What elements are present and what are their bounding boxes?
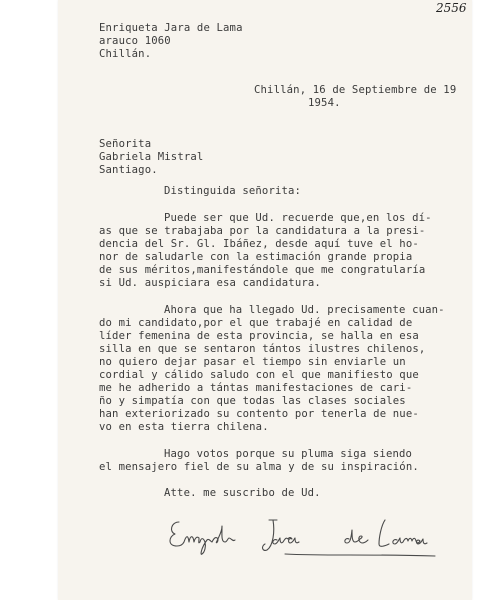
- body-line: me he adherido a tántas manifestaciones de cari-: [99, 382, 413, 394]
- body-line: ño y simpatía con que todas las clases sociales: [99, 395, 406, 407]
- closing: Atte. me suscribo de Ud.: [164, 487, 321, 499]
- salutation: Distinguida señorita:: [164, 185, 302, 197]
- body-line: el mensajero fiel de su alma y de su inspiración.: [99, 461, 419, 473]
- date-line: Chillán, 16 de Septiembre de 19: [254, 84, 457, 96]
- archive-number: 2556: [436, 1, 467, 15]
- sender-name: Enriqueta Jara de Lama: [99, 22, 243, 34]
- body-line: Puede ser que Ud. recuerde que,en los dí-: [164, 212, 432, 224]
- body-line: nor de saludarle con la estimación grande propia: [99, 251, 413, 263]
- body-line: dencia del Sr. Gl. Ibáñez, desde aquí tuve el ho-: [99, 238, 419, 250]
- body-line: do mi candidato,por el que trabajé en calidad de: [99, 317, 413, 329]
- body-line: Ahora que ha llegado Ud. precisamente cuan-: [164, 304, 445, 316]
- recipient-city: Santiago.: [99, 164, 158, 176]
- body-line: cordial y cálido saludo con el que manifiesto que: [99, 369, 419, 381]
- date-year: 1954.: [308, 97, 341, 109]
- body-line: han exteriorizado su contento por tenerla de nue-: [99, 408, 419, 420]
- body-line: vo en esta tierra chilena.: [99, 421, 269, 433]
- sender-street: arauco 1060: [99, 35, 171, 47]
- handwritten-signature: [165, 512, 445, 562]
- body-line: de sus méritos,manifestándole que me congratularía: [99, 264, 426, 276]
- recipient-title: Señorita: [99, 138, 152, 150]
- body-line: no quiero dejar pasar el tiempo sin enviarle un: [99, 356, 406, 368]
- body-line: Hago votos porque su pluma siga siendo: [164, 448, 413, 460]
- sender-city: Chillán.: [99, 48, 152, 60]
- body-line: líder femenina de esta provincia, se halla en esa: [99, 330, 419, 342]
- body-line: as que se trabajaba por la candidatura a la presi-: [99, 225, 426, 237]
- body-line: si Ud. auspiciara esa candidatura.: [99, 277, 321, 289]
- recipient-name: Gabriela Mistral: [99, 151, 204, 163]
- body-line: silla en que se sentaron tántos ilustres chilenos,: [99, 343, 426, 355]
